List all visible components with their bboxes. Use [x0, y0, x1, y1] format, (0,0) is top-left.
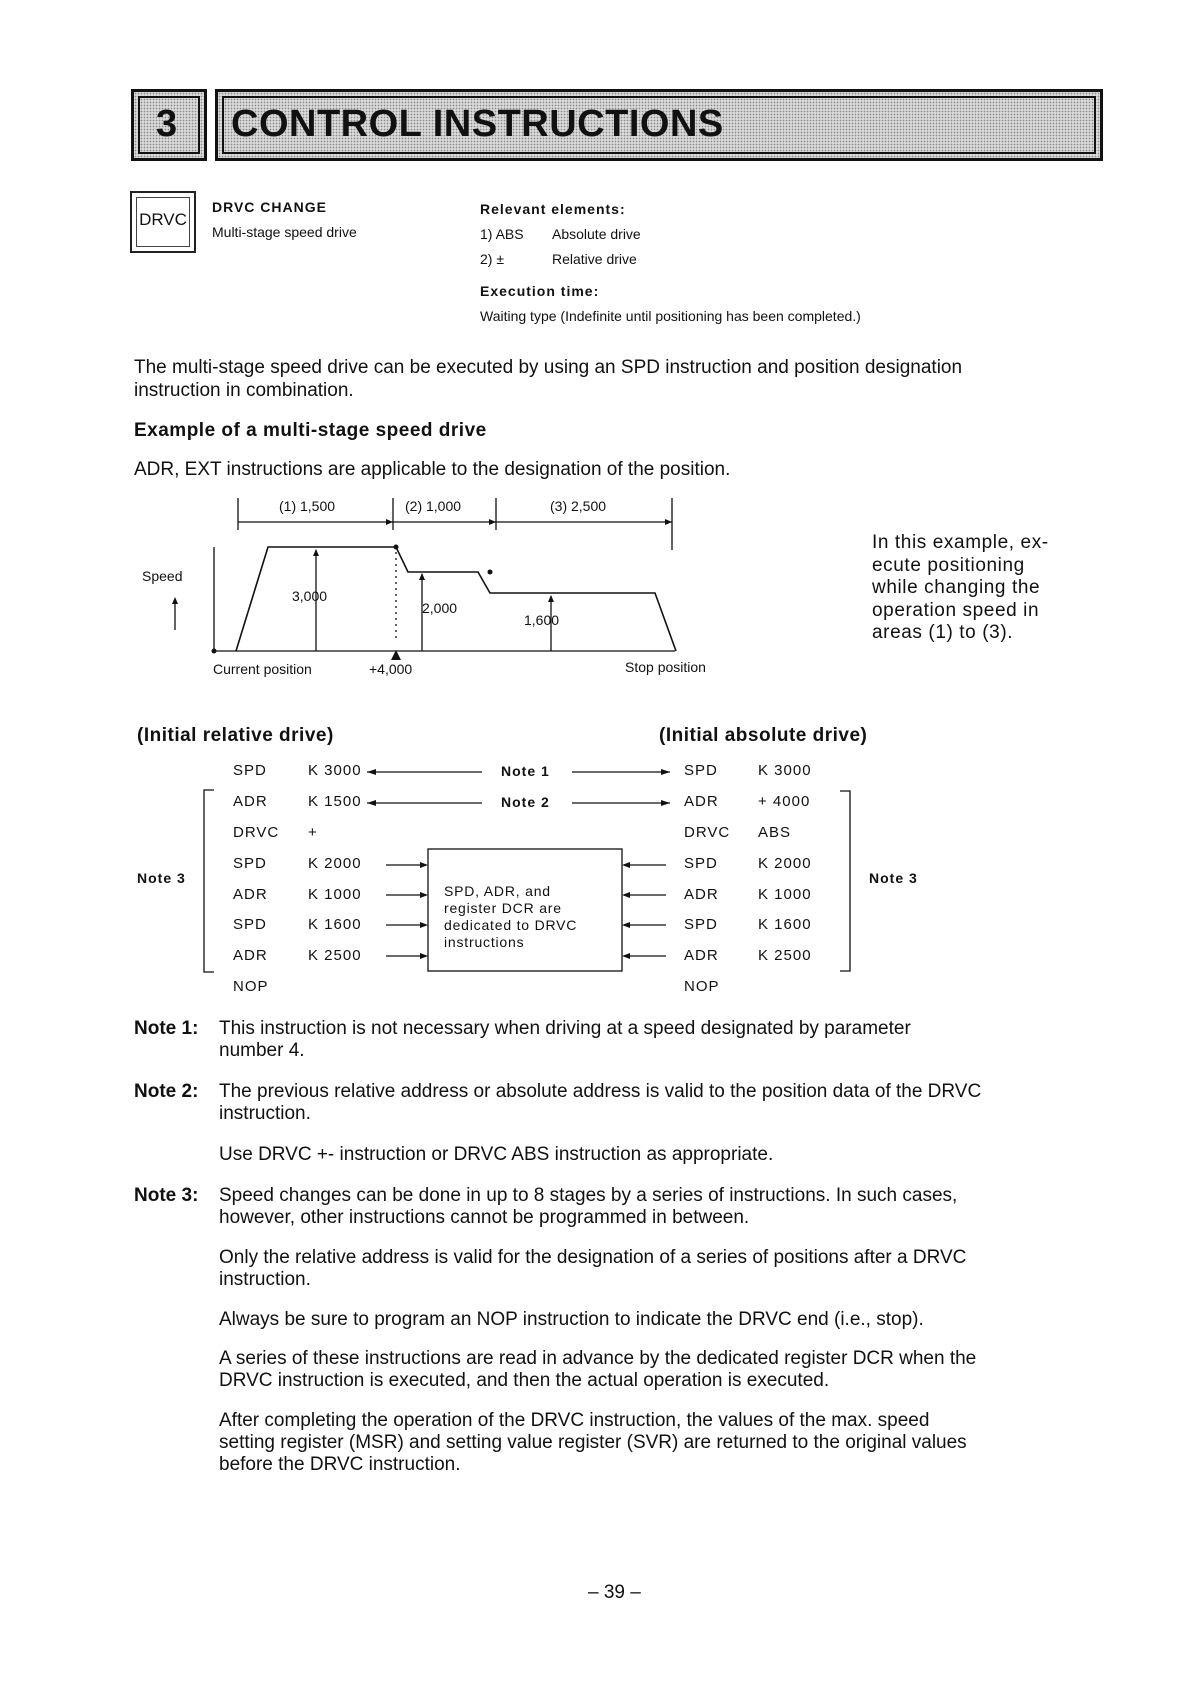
segment-3-label: (3) 2,500 [550, 498, 607, 514]
left-op-3: DRVC [233, 824, 280, 841]
example-desc: ADR, EXT instructions are applicable to the designation of the position. [134, 459, 731, 480]
note-3-para-2: Only the relative address is valid for the designation of a series of positions after a DRVC instruction. [219, 1247, 967, 1290]
chapter-number-box [131, 89, 207, 161]
note-3-left-tag: Note 3 [137, 870, 186, 886]
speed-axis-label: Speed [142, 568, 183, 584]
note-3-para-3: Always be sure to program an NOP instruction to indicate the DRVC end (i.e., stop). [219, 1309, 924, 1330]
right-op-8: NOP [684, 978, 720, 995]
left-arg-4: K 2000 [308, 855, 362, 872]
note-2-text: The previous relative address or absolute address is valid to the position data of the DRVC instruction. [219, 1081, 982, 1124]
segment-2-label: (2) 1,000 [405, 498, 462, 514]
instruction-tag: DRVC [130, 191, 196, 253]
right-arg-7: K 2500 [758, 947, 812, 964]
left-program-title: (Initial relative drive) [137, 725, 334, 746]
right-program-title: (Initial absolute drive) [659, 725, 868, 746]
speed-value-3: 1,600 [524, 612, 560, 628]
note-3-para-5: After completing the operation of the DRVC instruction, the values of the max. speed setting register (MSR) and setting value register (SVR) are returned to the original values before the DRVC instruction. [219, 1410, 967, 1475]
left-arg-2: K 1500 [308, 793, 362, 810]
element-1-num: 1) ABS [480, 226, 524, 242]
side-note: In this example, ex- ecute positioning while changing the operation speed in areas (1) to (3). [872, 532, 1049, 643]
left-op-7: ADR [233, 947, 268, 964]
note-2-tag: Note 2 [501, 794, 550, 810]
left-arg-6: K 1600 [308, 916, 362, 933]
segment-1-label: (1) 1,500 [279, 498, 336, 514]
right-op-1: SPD [684, 762, 718, 779]
right-arg-1: K 3000 [758, 762, 812, 779]
mid-position-label: +4,000 [369, 661, 413, 677]
note-1-label: Note 1: [134, 1018, 199, 1039]
dedicated-register-box-text: SPD, ADR, and register DCR are dedicated to DRVC instructions [444, 883, 578, 950]
note-3-para-4: A series of these instructions are read in advance by the dedicated register DCR when the DRVC instruction is executed, and then the actual operation is executed. [219, 1348, 977, 1391]
right-op-5: ADR [684, 886, 719, 903]
current-position-label: Current position [213, 661, 312, 677]
left-op-5: ADR [233, 886, 268, 903]
chapter-title-box [215, 89, 1103, 161]
right-op-3: DRVC [684, 824, 731, 841]
intro-line-1: The multi-stage speed drive can be executed by using an SPD instruction and position designation [134, 357, 963, 378]
relevant-title: Relevant elements: [480, 201, 626, 217]
stop-position-label: Stop position [625, 659, 706, 675]
right-op-6: SPD [684, 916, 718, 933]
left-arg-3: + [308, 824, 318, 841]
intro-line-2: instruction in combination. [134, 380, 354, 401]
right-op-2: ADR [684, 793, 719, 810]
left-op-2: ADR [233, 793, 268, 810]
note-2-label: Note 2: [134, 1081, 199, 1102]
exec-title: Execution time: [480, 283, 600, 299]
instruction-subtitle: Multi-stage speed drive [212, 224, 357, 240]
element-2-num: 2) ± [480, 251, 505, 267]
example-heading: Example of a multi-stage speed drive [134, 420, 487, 441]
right-arg-4: K 2000 [758, 855, 812, 872]
speed-value-2: 2,000 [422, 600, 458, 616]
right-arg-3: ABS [758, 824, 792, 841]
note-3-right-tag: Note 3 [869, 870, 918, 886]
note-3-text: Speed changes can be done in up to 8 stages by a series of instructions. In such cases, however, other instructions cannot be programmed in between. [219, 1185, 958, 1228]
chapter-title: CONTROL INSTRUCTIONS [231, 103, 724, 145]
element-2-desc: Relative drive [552, 251, 637, 267]
note-1-tag: Note 1 [501, 763, 550, 779]
left-arg-1: K 3000 [308, 762, 362, 779]
note-1-text: This instruction is not necessary when driving at a speed designated by parameter number 4. [219, 1018, 911, 1061]
right-op-4: SPD [684, 855, 718, 872]
left-arg-5: K 1000 [308, 886, 362, 903]
element-1-desc: Absolute drive [552, 226, 641, 242]
left-op-8: NOP [233, 978, 269, 995]
chapter-number: 3 [156, 103, 178, 145]
left-op-1: SPD [233, 762, 267, 779]
left-arg-7: K 2500 [308, 947, 362, 964]
right-arg-6: K 1600 [758, 916, 812, 933]
left-op-6: SPD [233, 916, 267, 933]
page-number: – 39 – [588, 1582, 641, 1603]
right-op-7: ADR [684, 947, 719, 964]
left-op-4: SPD [233, 855, 267, 872]
right-arg-5: K 1000 [758, 886, 812, 903]
note-2-extra: Use DRVC +- instruction or DRVC ABS instruction as appropriate. [219, 1144, 774, 1165]
right-arg-2: + 4000 [758, 793, 811, 810]
exec-desc: Waiting type (Indefinite until positioning has been completed.) [480, 308, 861, 324]
speed-value-1: 3,000 [292, 588, 328, 604]
instruction-name: DRVC CHANGE [212, 199, 327, 215]
note-3-label: Note 3: [134, 1185, 199, 1206]
